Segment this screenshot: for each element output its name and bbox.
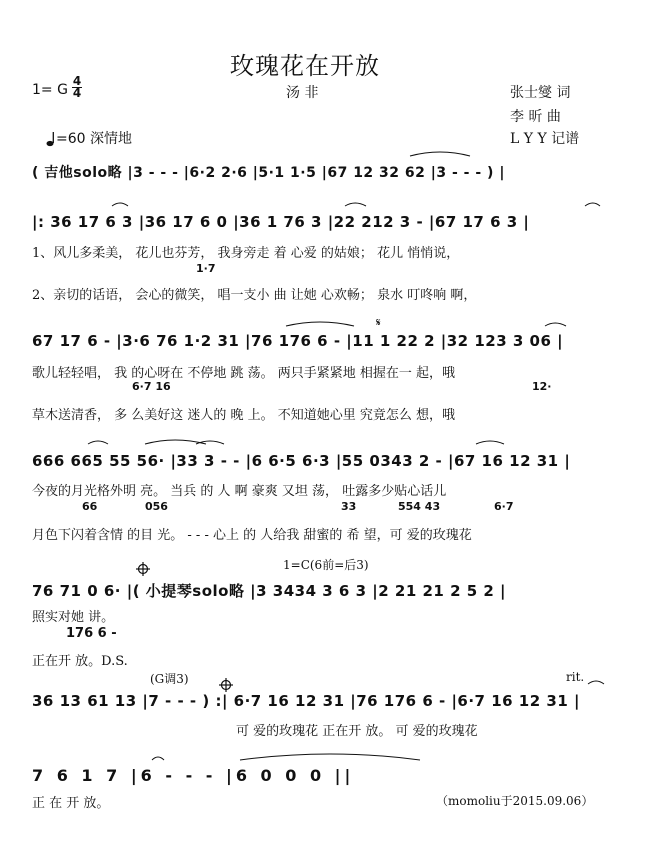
alt-notes-row-2a: 6·7 16: [132, 380, 171, 393]
notes-row-1: |: 36 17 6 3 |36 17 6 0 |36 1 76 3 |22 212 3 - |67 17 6 3 |: [32, 213, 530, 231]
rit-marking: rit.: [566, 670, 585, 684]
lyricist: 张士燮 词: [510, 85, 571, 101]
slur-r2a: [286, 322, 354, 326]
notes-row-intro: ( 吉他solo略 |3 - - - |6·2 2·6 |5·1 1·5 |67 12 32 62 |3 - - - ) |: [32, 165, 505, 181]
slur-r3a: [88, 441, 108, 444]
lyric-row-4-verse-2: 正在开 放。D.S.: [32, 654, 128, 669]
slur-r2b: [545, 323, 566, 326]
tempo-text: =60 深情地: [56, 131, 132, 147]
time-top: 4: [72, 74, 82, 88]
key-change-marking: (G调3): [150, 672, 189, 686]
coda-signs: [136, 562, 233, 692]
slur-r6b: [152, 757, 164, 760]
time-bottom: 4: [72, 86, 82, 100]
notes-row-2: 67 17 6 - |3·6 76 1·2 31 |76 176 6 - |11 1 22 2 |32 123 3 06 |: [32, 332, 564, 350]
slur-r1b: [345, 203, 366, 206]
alt-notes-row-3b: 056: [145, 500, 168, 513]
alt-notes-row-3d: 554 43: [398, 500, 441, 513]
slur-r3d: [476, 441, 504, 444]
lyric-row-3-verse-2: 月色下闪着含情 的目 光。 - - - 心上 的 人给我 甜蜜的 希 望，可 爱的玫瑰花: [32, 528, 472, 543]
slur-r3c: [196, 441, 224, 444]
slur-r5a: [588, 681, 604, 684]
slur-r6: [240, 754, 420, 760]
alt-notes-row-2b: 12·: [532, 380, 552, 393]
notes-row-3: 666 665 55 56· |33 3 - - |6 6·5 6·3 |55 0343 2 - |67 16 12 31 |: [32, 452, 571, 470]
composer: 李 昕 曲: [510, 109, 561, 125]
alt-notes-row-4: 176 6 -: [66, 626, 117, 641]
modulation-marking: 1=C(6前=后3): [283, 558, 369, 572]
lyric-row-1-verse-2: 2、亲切的话语， 会心的微笑， 唱一支小 曲 让她 心欢畅； 泉水 叮咚响 啊，: [32, 288, 477, 303]
segno-icon: 𝄋: [376, 316, 381, 329]
lyric-row-2-verse-1: 歌儿轻轻唱， 我 的心呀在 不停地 跳 荡。 两只手紧紧地 相握在一 起，哦: [32, 366, 456, 381]
lyric-row-3-verse-1: 今夜的月光格外明 亮。 当兵 的 人 啊 豪爽 又坦 荡， 吐露多少贴心话儿: [32, 484, 447, 499]
slur-intro: [410, 152, 470, 156]
transcriber-credit: （momoliu于2015.09.06）: [436, 794, 594, 808]
notes-row-4: 76 71 0 6· |( 小提琴solo略 |3 3434 3 6 3 |2 21 21 2 5 2 |: [32, 582, 507, 600]
slur-r1c: [585, 203, 600, 206]
lyric-row-4-verse-1: 照实对她 讲。: [32, 610, 115, 625]
slur-r1a: [112, 203, 128, 206]
lyric-row-6-verse-1: 正 在 开 放。: [32, 796, 110, 811]
key-label: 1= G: [32, 82, 68, 98]
lyric-row-5-verse-1: 可 爱的玫瑰花 正在开 放。 可 爱的玫瑰花: [236, 724, 478, 739]
lyric-row-2-verse-2: 草木送清香， 多 么美好这 迷人的 晚 上。 不知道她心里 究竟怎么 想，哦: [32, 408, 456, 423]
notes-row-5: 36 13 61 13 |7 - - - ) :| 6·7 16 12 31 |76 176 6 - |6·7 16 12 31 |: [32, 692, 580, 710]
song-title: 玫瑰花在开放: [230, 52, 380, 80]
alt-notes-row-3c: 33: [341, 500, 357, 513]
alt-notes-row-3a: 66: [82, 500, 98, 513]
transcriber: L Y Y 记谱: [510, 131, 580, 147]
alt-notes-row-1: 1·7: [196, 262, 216, 275]
notes-row-6: 7 6 1 7 |6 - - - |6 0 0 0 ||: [32, 766, 355, 785]
singer: 汤 非: [286, 85, 319, 101]
alt-notes-row-3e: 6·7: [494, 500, 514, 513]
lyric-row-1-verse-1: 1、风儿多柔美， 花儿也芬芳， 我身旁走 着 心爱 的姑娘； 花儿 悄悄说，: [32, 246, 460, 261]
